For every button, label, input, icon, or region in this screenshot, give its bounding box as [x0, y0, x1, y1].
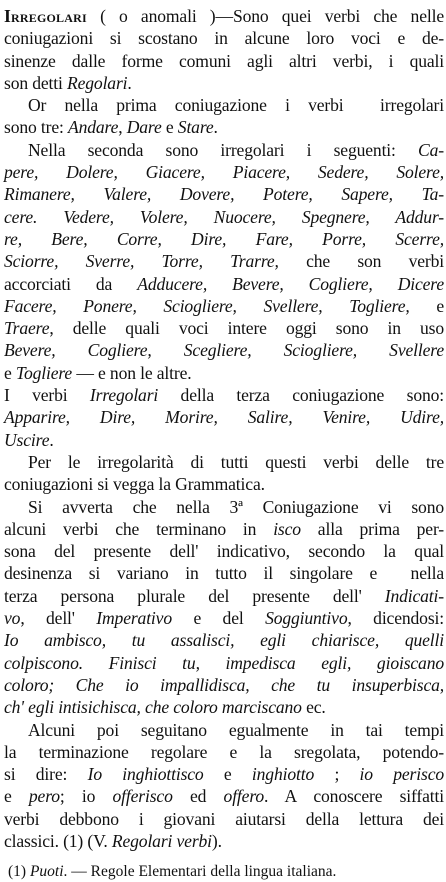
- text-line: [4, 473, 444, 495]
- text-run: coniugazioni si vegga la Grammatica.: [4, 474, 265, 495]
- italic-text: Stare: [177, 117, 214, 138]
- text-line: [4, 830, 444, 852]
- text-line: [4, 429, 444, 451]
- footnote-text: (1): [8, 863, 30, 881]
- text-run: verbi debbono i giovani aiutarsi della lettura dei: [4, 808, 444, 829]
- text-run: sono tre:: [4, 117, 68, 138]
- paragraph: [4, 5, 444, 94]
- text-line: [4, 362, 444, 384]
- text-line: [4, 339, 444, 361]
- text-line: [4, 50, 444, 72]
- text-run: che son verbi: [278, 251, 444, 272]
- italic-text: Io inghiottisco: [87, 764, 204, 785]
- paragraph: [4, 451, 444, 496]
- italic-text: pero: [28, 786, 60, 807]
- italic-text: Adducere, Bevere, Cogliere, Dicere: [137, 273, 445, 294]
- text-run: Si avverta che nella 3ª Coniugazione vi sono: [28, 496, 444, 517]
- paragraph: [4, 496, 444, 719]
- text-run: Alcuni poi seguitano egualmente in tai tempi: [28, 719, 444, 740]
- italic-text: io perisco: [359, 764, 444, 785]
- italic-text: cere. Vedere, Volere, Nuocere, Spegnere, Addur-: [4, 206, 444, 227]
- text-run: classici. (1) (V.: [4, 830, 112, 851]
- body-text: [4, 5, 444, 852]
- text-line: [4, 5, 444, 27]
- text-line: [4, 139, 444, 161]
- text-run: ;: [314, 764, 360, 785]
- text-line: [4, 72, 444, 94]
- italic-text: isco: [273, 518, 301, 539]
- text-run: ed: [172, 786, 224, 807]
- italic-text: Bevere, Cogliere, Scegliere, Sciogliere, Svellere: [4, 340, 444, 361]
- text-run: terza persona plurale del presente dell': [4, 585, 385, 606]
- text-line: [4, 161, 444, 183]
- text-run: ,: [118, 117, 127, 138]
- text-run: , delle quali voci intere oggi sono in uso: [49, 318, 444, 339]
- italic-text: Uscire: [4, 429, 50, 450]
- text-line: [4, 451, 444, 473]
- italic-text: pere, Dolere, Giacere, Piacere, Sedere, Solere,: [4, 162, 444, 183]
- text-line: [4, 27, 444, 49]
- text-run: ).: [211, 830, 222, 851]
- text-line: [4, 317, 444, 339]
- italic-text: vo: [4, 608, 21, 629]
- text-line: [4, 696, 444, 718]
- text-run: accorciati da: [4, 273, 138, 294]
- italic-text: Imperativo: [96, 608, 172, 629]
- text-run: e: [161, 117, 178, 138]
- text-line: [4, 273, 444, 295]
- text-line: [4, 295, 444, 317]
- italic-text: inghiotto: [251, 764, 315, 785]
- italic-text: Rimanere, Valere, Dovere, Potere, Sapere, Ta-: [4, 184, 444, 205]
- italic-text: Togliere: [15, 362, 73, 383]
- italic-text: ch' egli intisichisca, che coloro marciscano: [4, 697, 302, 718]
- text-run: e: [4, 362, 16, 383]
- text-line: [4, 496, 444, 518]
- footnote-text: Puoti: [29, 863, 64, 881]
- footnote: [4, 862, 444, 882]
- text-line: [4, 406, 444, 428]
- text-line: [4, 629, 444, 651]
- italic-text: Andare: [67, 117, 119, 138]
- text-run: ec.: [301, 697, 326, 718]
- text-line: [4, 719, 444, 741]
- paragraph: [4, 384, 444, 451]
- text-run: Or nella prima coniugazione i verbi irregolari: [28, 95, 444, 116]
- text-line: [4, 607, 444, 629]
- paragraph: [4, 94, 444, 139]
- italic-text: Irregolari: [89, 385, 159, 406]
- italic-text: Soggiuntivo: [265, 608, 348, 629]
- text-line: [4, 228, 444, 250]
- italic-text: colpiscono. Finisci tu, impedisca egli, gioiscano: [4, 652, 444, 673]
- italic-text: Regolari verbi: [111, 830, 212, 851]
- text-line: [4, 518, 444, 540]
- text-run: I verbi: [4, 385, 90, 406]
- text-line: [4, 808, 444, 830]
- text-run: e: [203, 764, 252, 785]
- italic-text: Ca-: [418, 139, 444, 160]
- text-line: [4, 741, 444, 763]
- italic-text: Sciorre, Sverre, Torre, Trarre,: [4, 251, 279, 272]
- document-page: [4, 5, 444, 882]
- italic-text: coloro; Che io impallidisca, che tu insuperbisca,: [4, 674, 444, 695]
- italic-text: Io ambisco, tu assalisci, egli chiarisce, quelli: [4, 630, 444, 651]
- text-run: la terminazione regolare e la sregolata, potendo-: [4, 741, 444, 762]
- paragraph: [4, 719, 444, 853]
- text-run: .: [49, 429, 54, 450]
- text-run: sinenze dalle forme comuni agli altri verbi, i quali: [4, 50, 444, 71]
- text-run: desinenza si variano in tutto il singolare e nella: [4, 563, 444, 584]
- italic-text: Traere: [4, 318, 50, 339]
- text-run: della terza coniugazione sono:: [158, 385, 444, 406]
- text-run: Per le irregolarità di tutti questi verbi delle tre: [28, 451, 444, 472]
- text-line: [4, 540, 444, 562]
- text-line: [4, 94, 444, 116]
- text-line: [4, 763, 444, 785]
- text-run: e del: [171, 608, 266, 629]
- italic-text: Regolari: [67, 72, 128, 93]
- italic-text: re, Bere, Corre, Dire, Fare, Porre, Scerre,: [4, 228, 444, 249]
- text-run: alla prima per-: [300, 518, 445, 539]
- text-run: . A conoscere siffatti: [264, 786, 444, 807]
- text-line: [4, 652, 444, 674]
- text-line: [4, 206, 444, 228]
- text-run: sona del presente dell' indicativo, secondo la qual: [4, 541, 444, 562]
- text-line: [4, 183, 444, 205]
- text-run: son detti: [4, 72, 68, 93]
- text-run: , dicendosi:: [347, 608, 444, 629]
- text-run: e: [409, 295, 444, 316]
- footnote-text: . — Regole Elementari della lingua italiana.: [63, 863, 337, 881]
- text-run: alcuni verbi che terminano in: [4, 518, 274, 539]
- text-line: [4, 116, 444, 138]
- text-run: si dire:: [4, 764, 88, 785]
- text-run: coniugazioni si scostano in alcune loro voci e de-: [4, 28, 444, 49]
- text-line: [4, 585, 444, 607]
- italic-text: Indicati-: [384, 585, 444, 606]
- italic-text: offerisco: [112, 786, 173, 807]
- text-run: — e non le altre.: [72, 362, 192, 383]
- text-run: Nella seconda sono irregolari i seguenti:: [28, 139, 419, 160]
- paragraph: [4, 139, 444, 384]
- italic-text: Facere, Ponere, Sciogliere, Svellere, Togliere,: [4, 295, 410, 316]
- text-run: .: [127, 72, 132, 93]
- text-line: [4, 562, 444, 584]
- text-run: ( o anomali )—Sono quei verbi che nelle: [86, 6, 444, 26]
- text-run: , dell': [20, 608, 97, 629]
- text-line: [4, 250, 444, 272]
- italic-text: Dare: [126, 117, 162, 138]
- italic-text: Apparire, Dire, Morire, Salire, Venire, Udire,: [4, 407, 444, 428]
- italic-text: offero: [223, 786, 265, 807]
- headword-text: Irregolari: [4, 6, 87, 26]
- text-run: ; io: [59, 786, 113, 807]
- text-line: [4, 384, 444, 406]
- text-run: .: [213, 117, 218, 138]
- text-run: e: [4, 786, 29, 807]
- text-line: [4, 674, 444, 696]
